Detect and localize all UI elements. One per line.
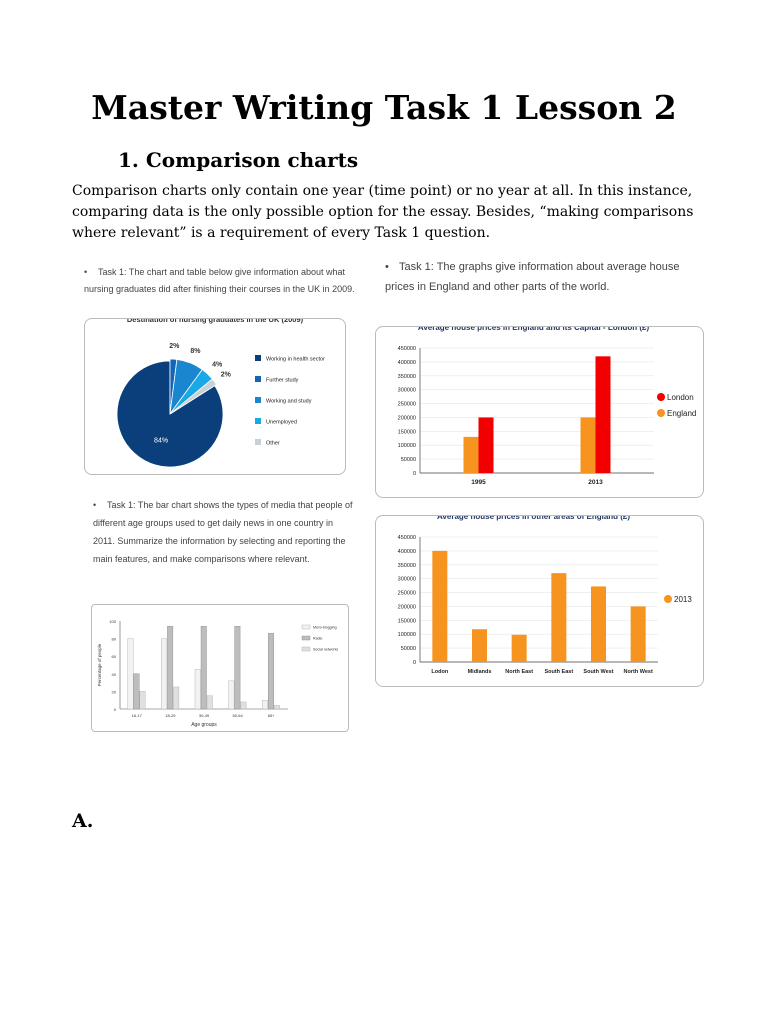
- london-legend-swatch-0: [657, 393, 665, 401]
- media-bar-4-1: [268, 633, 274, 709]
- pie-legend-label-3: Unemployed: [266, 419, 297, 426]
- pie-chart: [85, 319, 345, 474]
- london-legend-swatch-1: [657, 409, 665, 417]
- media-ytick-4: 80: [111, 636, 116, 642]
- london-xtick-0: 1995: [471, 479, 486, 486]
- media-bar-3-2: [241, 702, 247, 709]
- media-bar-0-2: [140, 691, 146, 709]
- pie-chart-panel: [84, 318, 346, 475]
- regions-bar-0-0: [432, 551, 447, 662]
- regions-xtick-3: South East: [544, 669, 574, 675]
- regions-chart-panel: [375, 515, 704, 687]
- regions-xtick-1: Midlands: [467, 669, 492, 675]
- media-xtick-4: 65+: [267, 713, 275, 718]
- media-legend-label-2: Social networks: [313, 647, 339, 652]
- media-bar-0-0: [128, 639, 134, 709]
- intro-paragraph: Comparison charts only contain one year (time point) or no year at all. In this instance, comparing data is the only possible option for the essay. Besides, “making comparisons where relevant” is a requirement of every Task 1 question.: [72, 183, 694, 241]
- media-ylabel: Percentage of people: [97, 643, 102, 687]
- bar-task-desc: Task 1: The bar chart shows the types of media that people of different age groups used to get daily news in one country in 2011. Summarize the information by selecting and reporting the main features, and make comparisons where relevant.: [93, 500, 353, 564]
- bar-task-text: [93, 496, 355, 568]
- london-ytick-0: 0: [412, 471, 416, 477]
- house-task-text: [385, 257, 707, 297]
- bullet: •: [385, 261, 389, 273]
- media-bar-4-2: [274, 705, 280, 709]
- regions-chart: [376, 516, 703, 686]
- media-ytick-3: 60: [111, 654, 116, 660]
- media-bar-3-1: [235, 626, 241, 709]
- pie-label-4: 2%: [220, 371, 231, 379]
- london-ytick-5: 250000: [397, 401, 416, 408]
- regions-ytick-6: 300000: [397, 576, 416, 583]
- pie-legend-swatch-2: [255, 397, 261, 403]
- london-bar-1-0: [581, 417, 596, 473]
- media-ytick-5: 100: [109, 619, 116, 624]
- pie-legend-swatch-1: [255, 376, 261, 382]
- media-xtick-3: 50-64: [232, 713, 243, 718]
- regions-xtick-4: South West: [583, 669, 614, 675]
- pie-label-2: 8%: [190, 347, 201, 355]
- regions-ytick-1: 50000: [400, 646, 416, 653]
- regions-title: Average house prices in other areas of England (£): [436, 516, 631, 521]
- regions-ytick-5: 250000: [397, 590, 416, 597]
- regions-xtick-2: North East: [505, 669, 534, 675]
- media-bar-1-2: [173, 687, 179, 709]
- london-legend-label-1: England: [667, 409, 697, 418]
- pie-legend-label-2: Working and study: [266, 398, 312, 405]
- pie-label-1: 2%: [169, 343, 180, 351]
- media-chart-panel: [91, 604, 349, 732]
- house-task-desc: Task 1: The graphs give information about average house prices in England and other parts of the world.: [385, 261, 680, 293]
- media-bar-3-0: [229, 681, 235, 709]
- bullet: •: [84, 267, 88, 277]
- media-bar-0-1: [134, 674, 140, 709]
- pie-legend-label-4: Other: [266, 440, 280, 447]
- london-chart: [376, 327, 703, 497]
- media-bar-2-2: [207, 696, 213, 709]
- media-ytick-0: 0: [113, 707, 116, 712]
- regions-bar-3-0: [551, 573, 566, 662]
- pie-legend-label-1: Further study: [266, 377, 299, 384]
- regions-bar-4-0: [591, 586, 606, 662]
- media-legend-swatch-2: [302, 647, 310, 651]
- regions-legend-label-0: 2013: [674, 595, 692, 604]
- regions-ytick-0: 0: [412, 660, 416, 666]
- media-xtick-0: 16-17: [131, 713, 142, 718]
- media-legend-label-1: Radio: [313, 636, 323, 641]
- media-bar-1-0: [161, 639, 167, 709]
- media-legend-label-0: Micro-blogging: [313, 625, 337, 630]
- media-bar-2-0: [195, 669, 201, 709]
- media-chart: [92, 605, 348, 731]
- media-ytick-1: 20: [111, 689, 116, 695]
- london-ytick-1: 50000: [400, 457, 416, 464]
- pie-legend-swatch-3: [255, 418, 261, 424]
- regions-ytick-9: 450000: [397, 535, 416, 541]
- regions-legend-swatch-0: [664, 595, 672, 603]
- media-bar-4-0: [262, 700, 268, 709]
- regions-ytick-8: 400000: [397, 548, 416, 555]
- london-ytick-3: 150000: [397, 429, 416, 436]
- media-xlabel: Age groups: [191, 722, 217, 728]
- london-chart-panel: [375, 326, 704, 498]
- section-heading: 1. Comparison charts: [118, 148, 359, 172]
- answer-label: A.: [72, 810, 94, 832]
- london-bar-0-1: [479, 417, 494, 473]
- regions-ytick-4: 200000: [397, 604, 416, 611]
- london-bar-0-0: [464, 437, 479, 473]
- london-ytick-9: 450000: [397, 346, 416, 352]
- pie-legend-swatch-0: [255, 355, 261, 361]
- london-ytick-8: 400000: [397, 359, 416, 366]
- london-title: Average house prices in England and its Capital - London (£): [417, 327, 650, 332]
- regions-bar-5-0: [631, 606, 646, 662]
- pie-label-3: 4%: [212, 361, 223, 369]
- media-legend-swatch-1: [302, 636, 310, 640]
- media-bar-1-1: [167, 626, 173, 709]
- media-xtick-2: 30-49: [198, 713, 210, 718]
- regions-ytick-7: 350000: [397, 562, 416, 569]
- regions-ytick-3: 150000: [397, 618, 416, 625]
- pie-title: Destination of nursing graduates in the UK (2009): [126, 319, 304, 324]
- london-bar-1-1: [596, 356, 611, 473]
- london-ytick-7: 350000: [397, 373, 416, 380]
- london-ytick-2: 100000: [397, 443, 416, 450]
- pie-legend-swatch-4: [255, 439, 261, 445]
- media-ytick-2: 40: [111, 671, 116, 677]
- london-xtick-1: 2013: [588, 479, 603, 486]
- pie-legend-label-0: Working in health sector: [266, 356, 325, 363]
- media-xtick-1: 18-29: [165, 713, 176, 718]
- page-title: Master Writing Task 1 Lesson 2: [91, 88, 677, 127]
- regions-xtick-0: Lodon: [431, 669, 449, 675]
- pie-task-text: [84, 264, 364, 298]
- regions-xtick-5: North West: [623, 669, 653, 675]
- regions-bar-1-0: [472, 629, 487, 662]
- pie-task-desc: Task 1: The chart and table below give information about what nursing graduates did after finishing their courses in the UK in 2009.: [84, 267, 355, 294]
- regions-bar-2-0: [512, 635, 527, 662]
- london-ytick-6: 300000: [397, 387, 416, 394]
- pie-label-0: 84%: [154, 437, 169, 445]
- london-legend-label-0: London: [667, 393, 694, 402]
- regions-ytick-2: 100000: [397, 632, 416, 639]
- bullet: •: [93, 500, 97, 510]
- media-legend-swatch-0: [302, 625, 310, 629]
- media-bar-2-1: [201, 626, 207, 709]
- london-ytick-4: 200000: [397, 415, 416, 422]
